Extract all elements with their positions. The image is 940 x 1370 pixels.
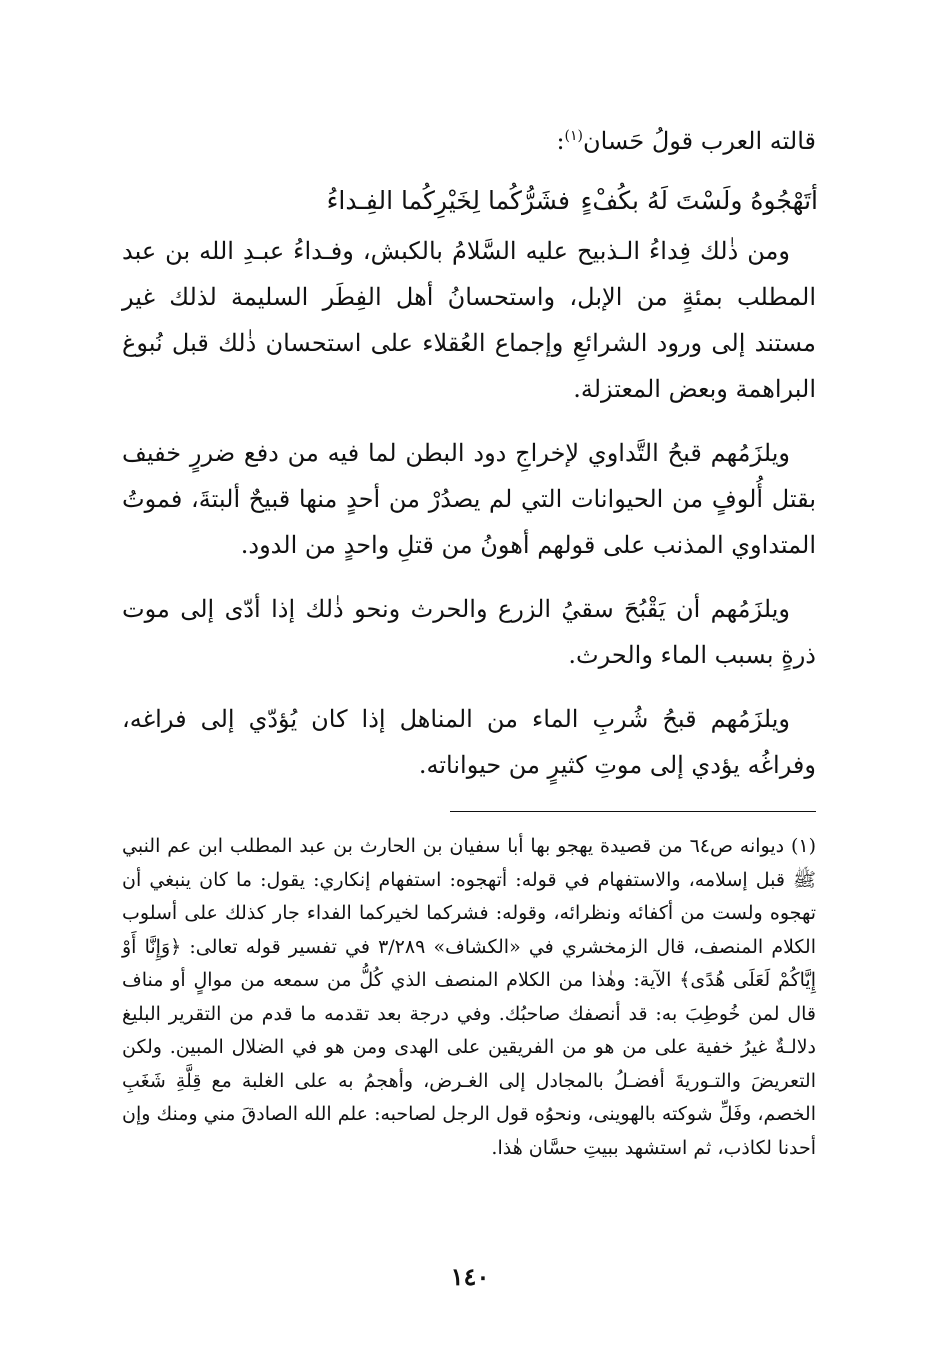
intro-line [122,118,816,164]
main-text [122,118,816,788]
footnotes [122,830,816,1165]
footnote-separator [450,811,816,812]
intro-text: قالته العرب قولُ حَسان [583,127,816,155]
paragraph-2: ويلزَمُهم قبحُ التَّداوي لإخراجِ دود البطن لما فيه من دفع ضررٍ خفيف بقتل أُلوفٍ من الحيوانات التي لم يصدُرْ من أحدٍ منها قبيحٌ ألبتةَ، فموتُ المتداوي المذنب على قولهم أهونُ من قتلِ واحدٍ من الدود. [122,439,816,559]
verse-second-hemistich: فشَرُّكُما لِخَيْرِكُما الفِـداءُ [326,186,570,215]
intro-colon: : [556,127,565,155]
footnote-ref: (١) [564,128,584,144]
paragraph-4: ويلزَمُهم قبحُ شُربِ الماء من المناهل إذا كان يُؤدّي إلى فراغه، وفراغُه يؤدي إلى موتِ كثيرٍ من حيواناته. [122,705,816,779]
footnote-1: (١) ديوانه ص٦٤ من قصيدة يهجو بها أبا سفيان بن الحارث بن عبد المطلب ابن عم النبي ﷺ قبل إسلامه، والاستفهام في قوله: أتهجوه: استفهام إنكاري: يقول: ما كان ينبغي أن تهجوه ولست من أكفائه ونظرائه، وقوله: فشركما لخيركما الفداء جار كذلك على أسلوب الكلام المنصف، قال الزمخشري في «الكشاف» ٣/٢٨٩ في تفسير قوله تعالى: ﴿وَإِنَّا أَوْ إِيَّاكُمْ لَعَلَى هُدًى﴾ الآية: وهٰذا من الكلام المنصف الذي كُلُّ من سمعه من موالٍ أو مناف قال لمن خُوطِبَ به: قد أنصفك صاحبُك. وفي درجة بعد تقدمه ما قدم من التقرير البليغ دلالـةٌ غيرُ خفية على من هو من الفريقين على الهدى ومن هو في الضلال المبين. ولكن التعريضَ والتـوريةَ أفضـلُ بالمجادل إلى الغـرض، وأهجمُ به على الغلبة مع قِلَّةِ شَغَبِ الخصم، وفَلِّ شوكته بالهوينى، ونحوُه قول الرجل لصاحبه: علم الله الصادقَ مني ومنك وإن أحدنا لكاذب، ثم استشهد ببيتِ حسَّان هٰذا. [122,835,817,1159]
paragraph-1: ومن ذٰلك فِداءُ الـذبيح عليه السَّلامُ بالكبش، وفـداءُ عبـدِ الله بن عبد المطلب بمئةٍ من الإبل، واستحسانُ أهل الفِطَر السليمة لذلك غير مستند إلى ورود الشرائعِ وإجماع العُقلاء على استحسان ذٰلك قبل نُبوغ البراهمة وبعض المعتزلة. [122,237,817,403]
paragraph-3: ويلزَمُهم أن يَقْبُحَ سقيُ الزرع والحرث ونحو ذٰلك إذا أدّى إلى موت ذرةٍ بسبب الماء والحرث. [122,595,816,669]
verse-first-hemistich: أتَهْجُوهُ ولَسْتَ لَهُ بكُفْءٍ [580,186,818,215]
page-number: ١٤٠ [450,1262,490,1291]
